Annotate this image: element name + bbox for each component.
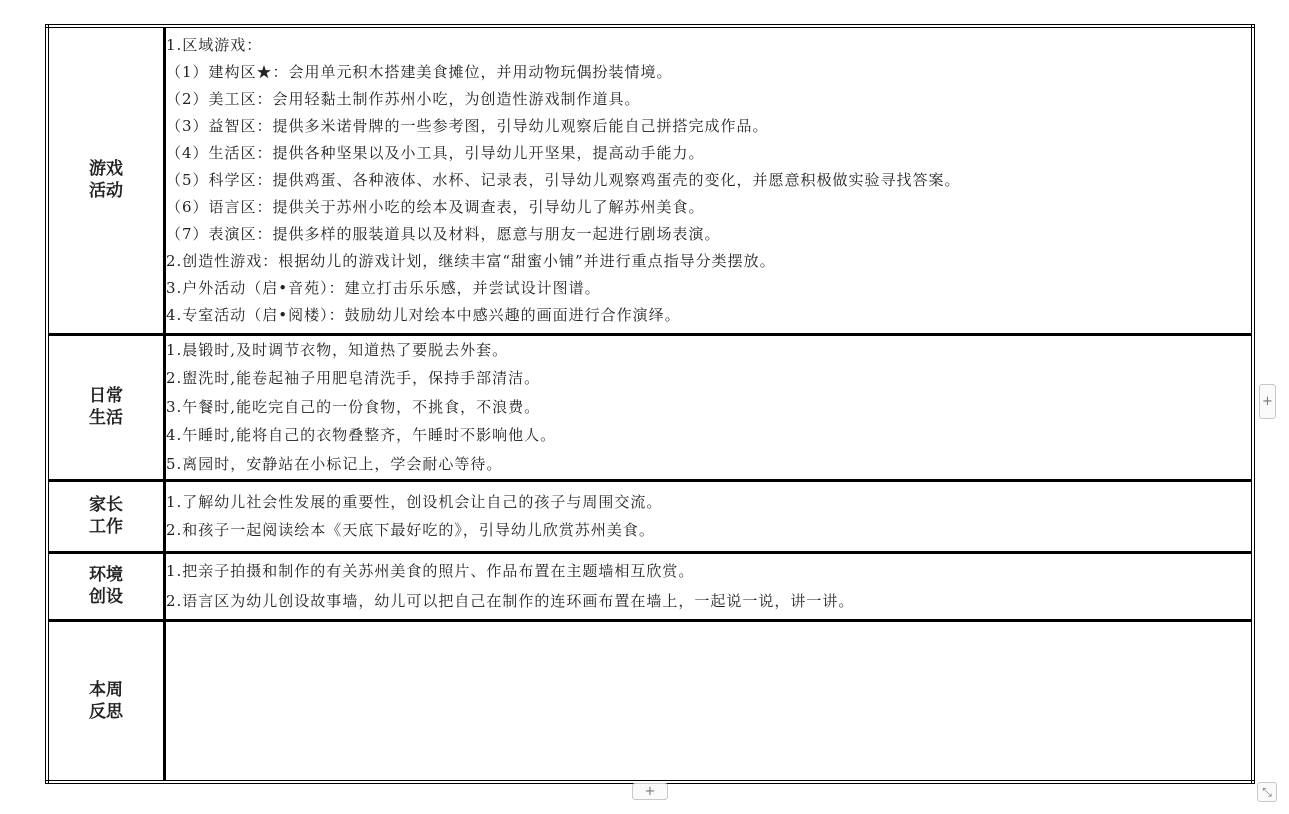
- text-line: 3.户外活动（启•音苑）：建立打击乐乐感，并尝试设计图谱。: [166, 278, 601, 297]
- content-cell-weekly-reflection[interactable]: [165, 620, 1254, 782]
- table-row-weekly-reflection: [47, 620, 1253, 782]
- resize-icon: ⤡: [1262, 785, 1272, 799]
- text-line: （1）建构区★：会用单元积木搭建美食摊位，并用动物玩偶扮装情境。: [166, 62, 673, 81]
- text-line: （7）表演区：提供多样的服装道具以及材料，愿意与朋友一起进行剧场表演。: [166, 224, 721, 243]
- weekly-plan-table: [45, 24, 1255, 784]
- text-line: 2.创造性游戏：根据幼儿的游戏计划，继续丰富“甜蜜小铺”并进行重点指导分类摆放。: [166, 251, 776, 270]
- text-line: （4）生活区：提供各种坚果以及小工具，引导幼儿开坚果，提高动手能力。: [166, 143, 705, 162]
- row-label-weekly-reflection[interactable]: 本周 反思: [47, 620, 165, 782]
- text-line: 1.区域游戏：: [166, 35, 263, 54]
- table-row-daily-life: [47, 334, 1253, 480]
- text-line: 2.语言区为幼儿创设故事墙，幼儿可以把自己在制作的连环画布置在墙上，一起说一说，讲一讲。: [166, 592, 855, 610]
- text-line: 4.午睡时,能将自己的衣物叠整齐，午睡时不影响他人。: [166, 426, 557, 445]
- row-label-game-activities[interactable]: 游戏 活动: [47, 26, 165, 334]
- table-row-game-activities: [47, 26, 1253, 334]
- text-line: （2）美工区：会用轻黏土制作苏州小吃，为创造性游戏制作道具。: [166, 89, 641, 108]
- text-line: 1.晨锻时,及时调节衣物，知道热了要脱去外套。: [166, 340, 509, 359]
- text-line: （3）益智区：提供多米诺骨牌的一些参考图，引导幼儿观察后能自己拼搭完成作品。: [166, 116, 769, 135]
- text-line: （5）科学区：提供鸡蛋、各种液体、水杯、记录表，引导幼儿观察鸡蛋壳的变化，并愿意积极做实验寻找答案。: [166, 170, 961, 189]
- add-row-button[interactable]: +: [632, 783, 668, 800]
- text-line: 4.专室活动（启•阅楼）：鼓励幼儿对绘本中感兴趣的画面进行合作演绎。: [166, 305, 681, 324]
- content-cell-game-activities[interactable]: [165, 26, 1254, 334]
- content-cell-parent-work[interactable]: [165, 480, 1254, 552]
- text-line: 2.盥洗时,能卷起袖子用肥皂清洗手，保持手部清洁。: [166, 369, 541, 388]
- table-resize-handle[interactable]: [1257, 782, 1277, 802]
- text-line: 2.和孩子一起阅读绘本《天底下最好吃的》，引导幼儿欣赏苏州美食。: [166, 521, 655, 539]
- text-line: 1.了解幼儿社会性发展的重要性，创设机会让自己的孩子与周围交流。: [166, 493, 663, 511]
- row-label-environment[interactable]: 环境 创设: [47, 552, 165, 620]
- row-label-parent-work[interactable]: 家长 工作: [47, 480, 165, 552]
- text-line: 1.把亲子拍摄和制作的有关苏州美食的照片、作品布置在主题墙相互欣赏。: [166, 562, 695, 580]
- row-label-daily-life[interactable]: 日常 生活: [47, 334, 165, 480]
- content-cell-daily-life[interactable]: [165, 334, 1254, 480]
- add-column-button[interactable]: +: [1259, 384, 1276, 419]
- text-line: 5.离园时，安静站在小标记上，学会耐心等待。: [166, 454, 503, 473]
- table-row-parent-work: [47, 480, 1253, 552]
- content-cell-environment[interactable]: [165, 552, 1254, 620]
- text-line: （6）语言区：提供关于苏州小吃的绘本及调查表，引导幼儿了解苏州美食。: [166, 197, 705, 216]
- text-line: 3.午餐时,能吃完自己的一份食物，不挑食，不浪费。: [166, 397, 541, 416]
- table-row-environment: [47, 552, 1253, 620]
